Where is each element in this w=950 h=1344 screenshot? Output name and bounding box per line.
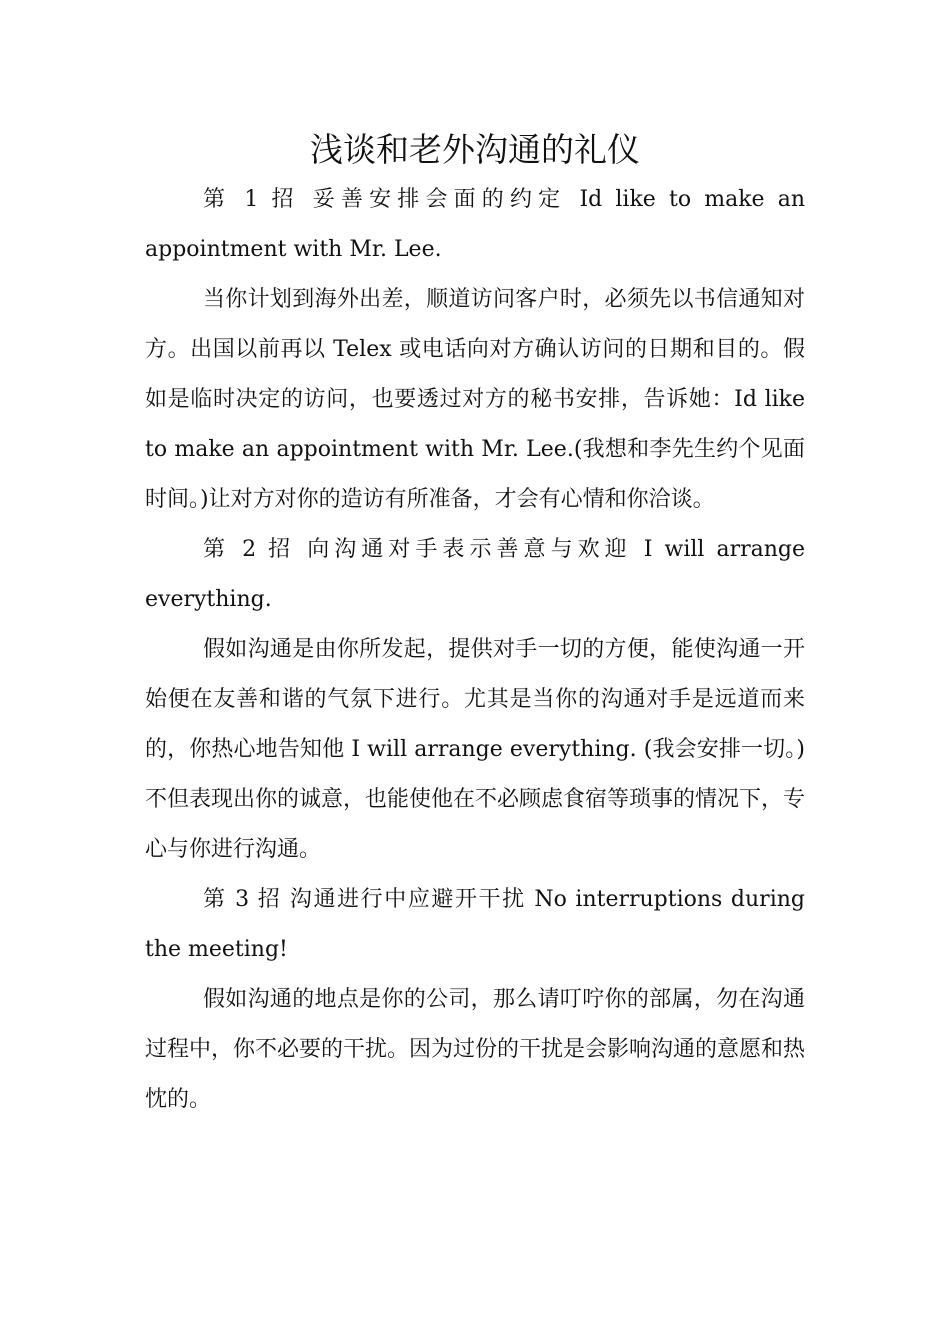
paragraph-3: 假如沟通的地点是你的公司，那么请叮咛你的部属，勿在沟通过程中，你不必要的干扰。因为过份的干扰是会影响沟通的意愿和热忱的。	[145, 987, 806, 1112]
document-body	[145, 175, 805, 1125]
section-heading-3: 第 3 招 沟通进行中应避开干扰 No interruptions during the meeting!	[145, 887, 805, 962]
section-heading-2: 第 2 招 向沟通对手表示善意与欢迎 I will arrange everything.	[145, 537, 805, 612]
paragraph-2: 假如沟通是由你所发起，提供对手一切的方便，能使沟通一开始便在友善和谐的气氛下进行。尤其是当你的沟通对手是远道而来的，你热心地告知他 I will arrange everything. (我会安排一切。)不但表现出你的诚意，也能使他在不必顾虑食宿等琐事的情况下，专心与你进行沟通。	[145, 637, 806, 862]
document-title: 浅谈和老外沟通的礼仪	[310, 130, 640, 169]
section-heading-1: 第 1 招 妥善安排会面的约定 Id like to make an appointment with Mr. Lee.	[145, 187, 805, 262]
paragraph-1: 当你计划到海外出差，顺道访问客户时，必须先以书信通知对方。出国以前再以 Telex 或电话向对方确认访问的日期和目的。假如是临时决定的访问，也要透过对方的秘书安排，告诉她：Id like to make an appointment with Mr. Lee.(我想和李先生约个见面时间。)让对方对你的造访有所准备，才会有心情和你洽谈。	[145, 287, 805, 512]
